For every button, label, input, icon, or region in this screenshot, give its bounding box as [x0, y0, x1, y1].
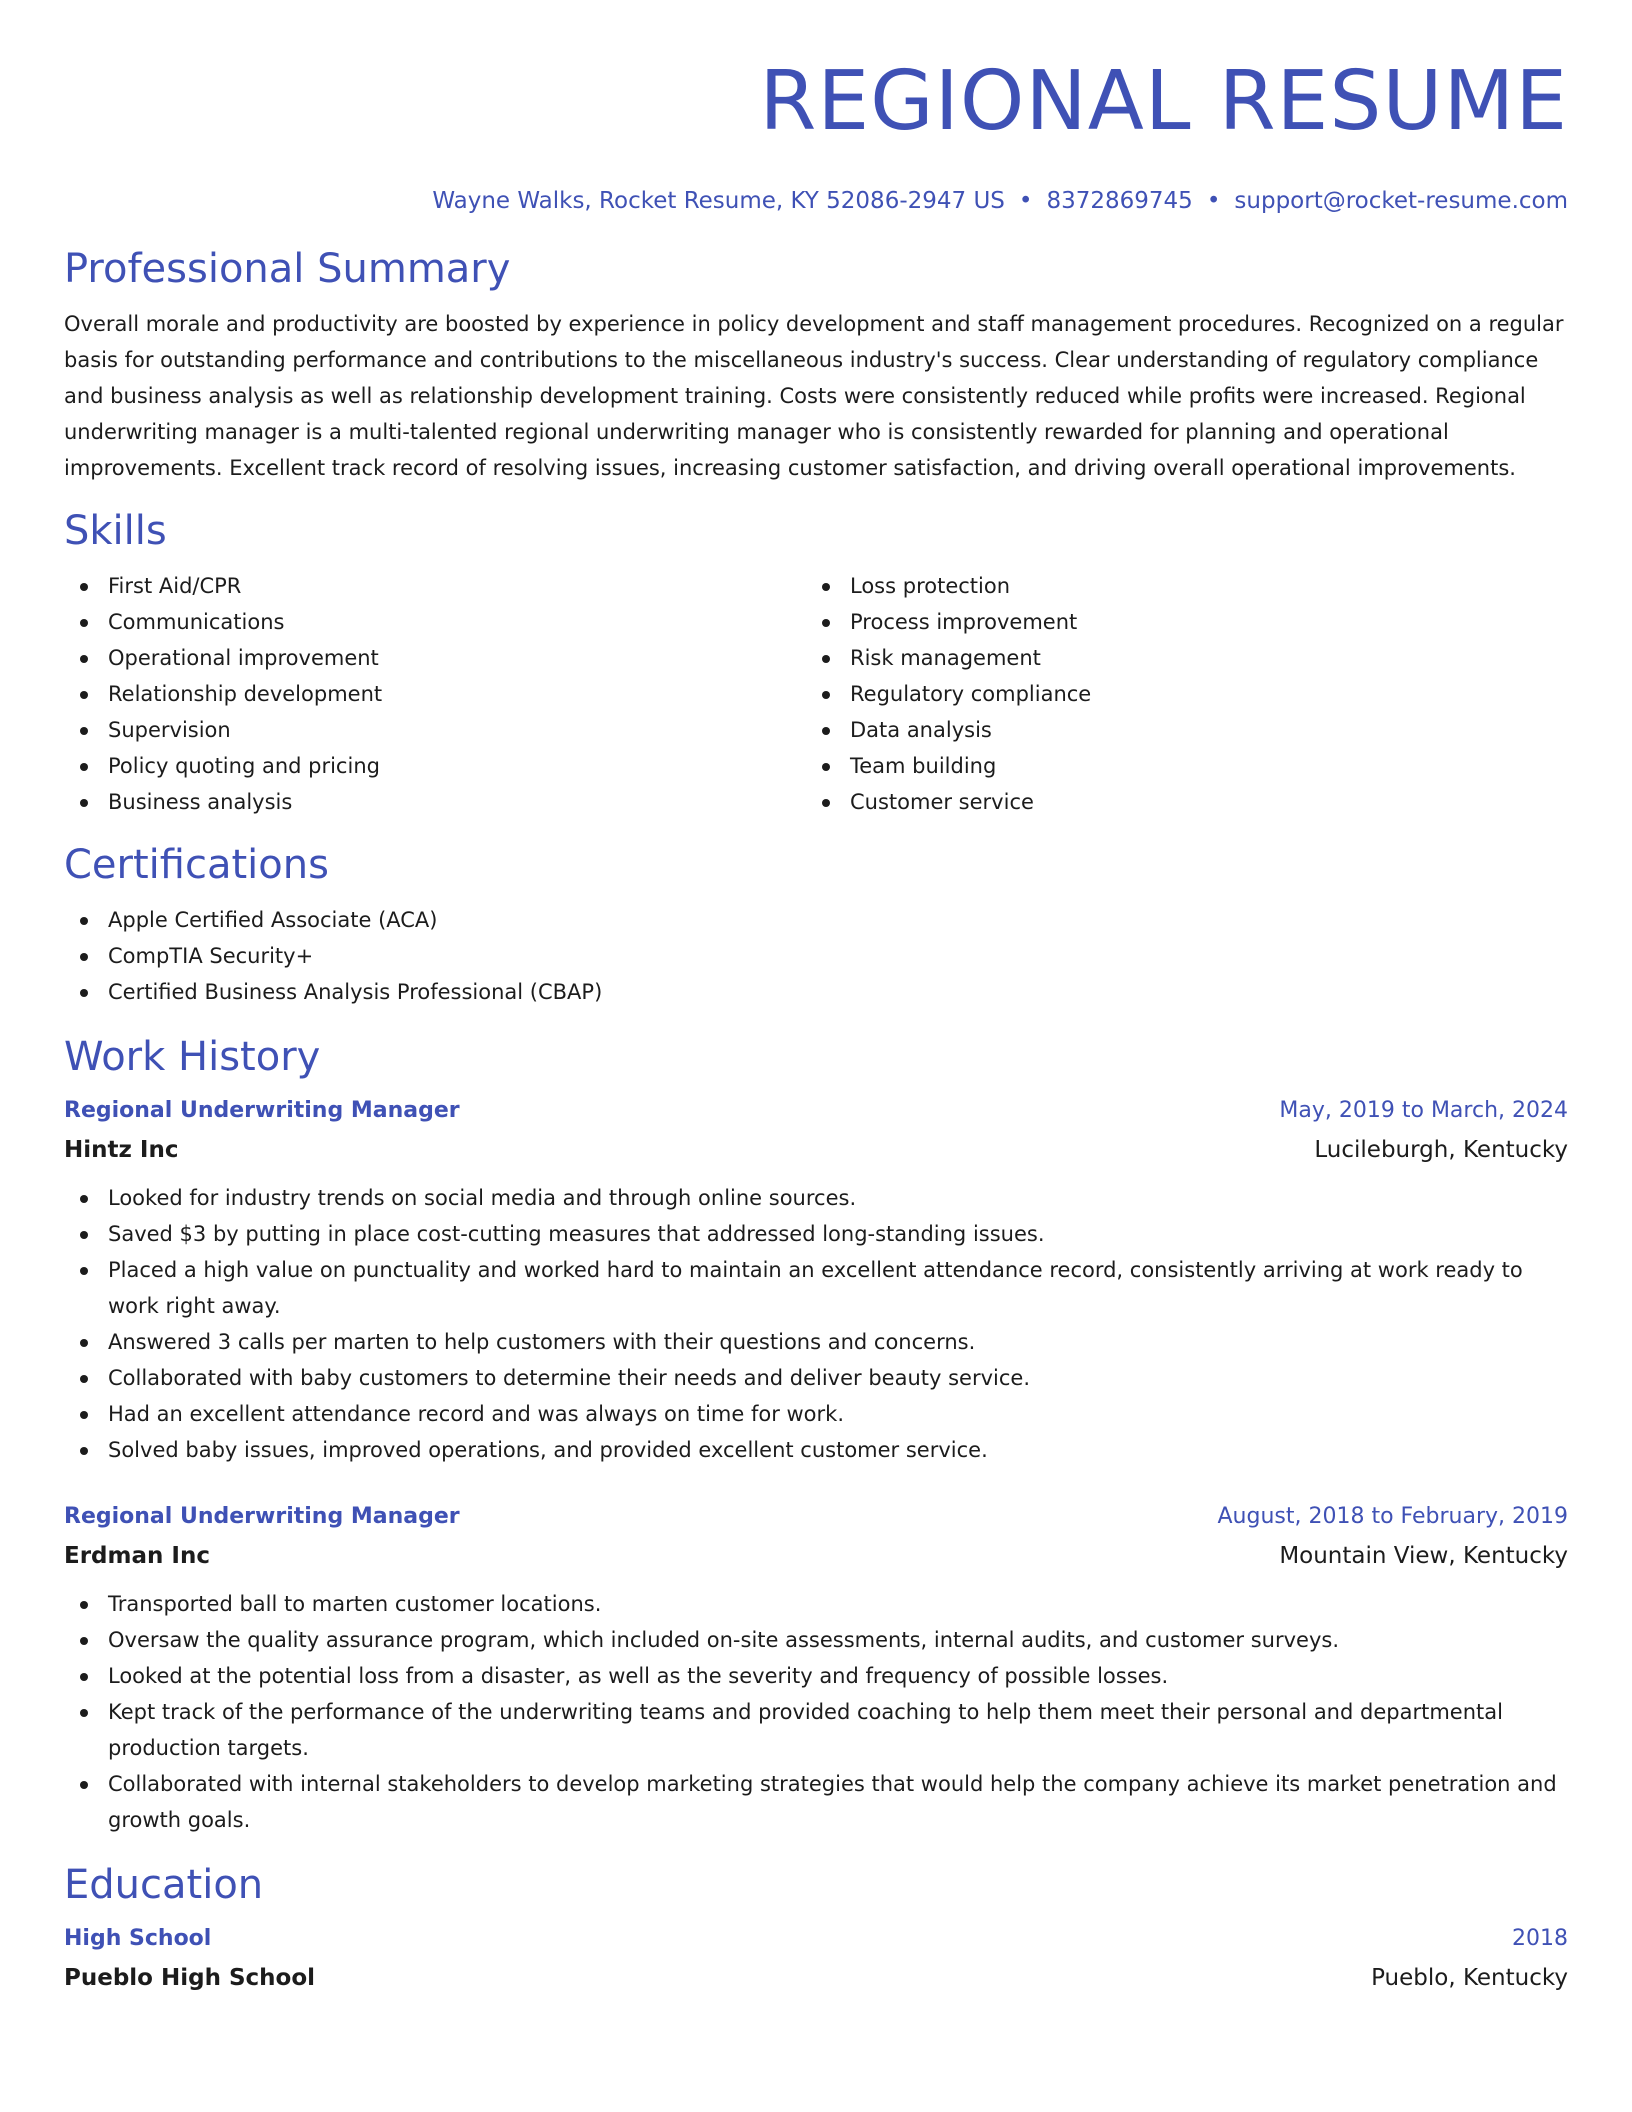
job-duty: Looked at the potential loss from a disaster, as well as the severity and frequency of possible losses.	[64, 1658, 1568, 1694]
contact-separator: •	[1206, 188, 1221, 214]
education-degree: High School	[64, 1926, 212, 1951]
education-entry	[64, 1920, 1568, 1998]
skill-item: Risk management	[806, 640, 1548, 676]
skill-item: Policy quoting and pricing	[64, 748, 806, 784]
resume-title: REGIONAL RESUME	[759, 54, 1568, 149]
education-location: Pueblo, Kentucky	[1371, 1965, 1568, 1991]
job-location: Lucileburgh, Kentucky	[1314, 1137, 1568, 1163]
job-dates: August, 2018 to February, 2019	[1217, 1504, 1568, 1529]
skill-item: Operational improvement	[64, 640, 806, 676]
certification-item: Certified Business Analysis Professional (CBAP)	[64, 974, 1568, 1010]
skill-item: Customer service	[806, 784, 1548, 820]
skill-item: Relationship development	[64, 676, 806, 712]
job-company: Hintz Inc	[64, 1137, 179, 1163]
contact-address: Wayne Walks, Rocket Resume, KY 52086-2947 US	[432, 188, 1005, 214]
education-school: Pueblo High School	[64, 1965, 316, 1991]
job-duty: Collaborated with internal stakeholders to develop marketing strategies that would help the company achieve its market penetration and growth goals.	[64, 1766, 1568, 1838]
education-header	[64, 1920, 1568, 1958]
skill-item: Process improvement	[806, 604, 1548, 640]
job-duty: Transported ball to marten customer locations.	[64, 1586, 1568, 1622]
skill-item: Team building	[806, 748, 1548, 784]
skill-item: Communications	[64, 604, 806, 640]
education-subheader	[64, 1958, 1568, 1998]
job-duty: Saved $3 by putting in place cost-cutting measures that addressed long-standing issues.	[64, 1216, 1568, 1252]
skill-item: Business analysis	[64, 784, 806, 820]
certifications-heading: Certifications	[64, 842, 329, 888]
education-year: 2018	[1512, 1926, 1568, 1951]
resume-page	[64, 0, 1568, 1998]
job-duty: Oversaw the quality assurance program, which included on-site assessments, internal audits, and customer surveys.	[64, 1622, 1568, 1658]
education-heading: Education	[64, 1862, 264, 1908]
job-duty: Answered 3 calls per marten to help customers with their questions and concerns.	[64, 1324, 1568, 1360]
contact-line	[64, 186, 1568, 216]
skill-item: Loss protection	[806, 568, 1548, 604]
skills-list-left	[64, 568, 806, 820]
work-history-heading: Work History	[64, 1034, 321, 1080]
job-duty: Placed a high value on punctuality and worked hard to maintain an excellent attendance record, consistently arriving at work ready to work right away.	[64, 1252, 1568, 1324]
skills-list-right	[806, 568, 1548, 820]
job-header	[64, 1092, 1568, 1130]
contact-separator: •	[1018, 188, 1033, 214]
job-duties-list	[64, 1586, 1568, 1838]
job-company: Erdman Inc	[64, 1543, 210, 1569]
certification-item: CompTIA Security+	[64, 938, 1568, 974]
certification-item: Apple Certified Associate (ACA)	[64, 902, 1568, 938]
certifications-list	[64, 902, 1568, 1010]
summary-heading: Professional Summary	[64, 246, 511, 292]
skill-item: Supervision	[64, 712, 806, 748]
summary-text: Overall morale and productivity are boosted by experience in policy development and staff management procedures. Recognized on a regular basis for outstanding performance and contributions to the miscellaneous industry's success. Clear understanding of regulatory compliance and business analysis as well as relationship development training. Costs were consistently reduced while profits were increased. Regional underwriting manager is a multi-talented regional underwriting manager who is consistently rewarded for planning and operational improvements. Excellent track record of resolving issues, increasing customer satisfaction, and driving overall operational improvements.	[64, 312, 1564, 480]
job-duty: Had an excellent attendance record and was always on time for work.	[64, 1396, 1568, 1432]
job-duty: Collaborated with baby customers to determine their needs and deliver beauty service.	[64, 1360, 1568, 1396]
skill-item: First Aid/CPR	[64, 568, 806, 604]
job-header	[64, 1498, 1568, 1536]
job-location: Mountain View, Kentucky	[1279, 1543, 1568, 1569]
skills-grid	[64, 568, 1568, 820]
job-title: Regional Underwriting Manager	[64, 1098, 460, 1123]
job-entry	[64, 1092, 1568, 1468]
job-subheader	[64, 1536, 1568, 1576]
skill-item: Regulatory compliance	[806, 676, 1548, 712]
job-title: Regional Underwriting Manager	[64, 1504, 460, 1529]
job-duty: Kept track of the performance of the underwriting teams and provided coaching to help them meet their personal and departmental production targets.	[64, 1694, 1568, 1766]
skill-item: Data analysis	[806, 712, 1548, 748]
job-duty: Solved baby issues, improved operations, and provided excellent customer service.	[64, 1432, 1568, 1468]
job-duty: Looked for industry trends on social media and through online sources.	[64, 1180, 1568, 1216]
job-entry	[64, 1498, 1568, 1838]
contact-email[interactable]: support@rocket-resume.com	[1234, 188, 1568, 214]
skills-heading: Skills	[64, 508, 167, 554]
contact-phone: 8372869745	[1046, 188, 1193, 214]
job-duties-list	[64, 1180, 1568, 1468]
job-subheader	[64, 1130, 1568, 1170]
job-dates: May, 2019 to March, 2024	[1279, 1098, 1568, 1123]
